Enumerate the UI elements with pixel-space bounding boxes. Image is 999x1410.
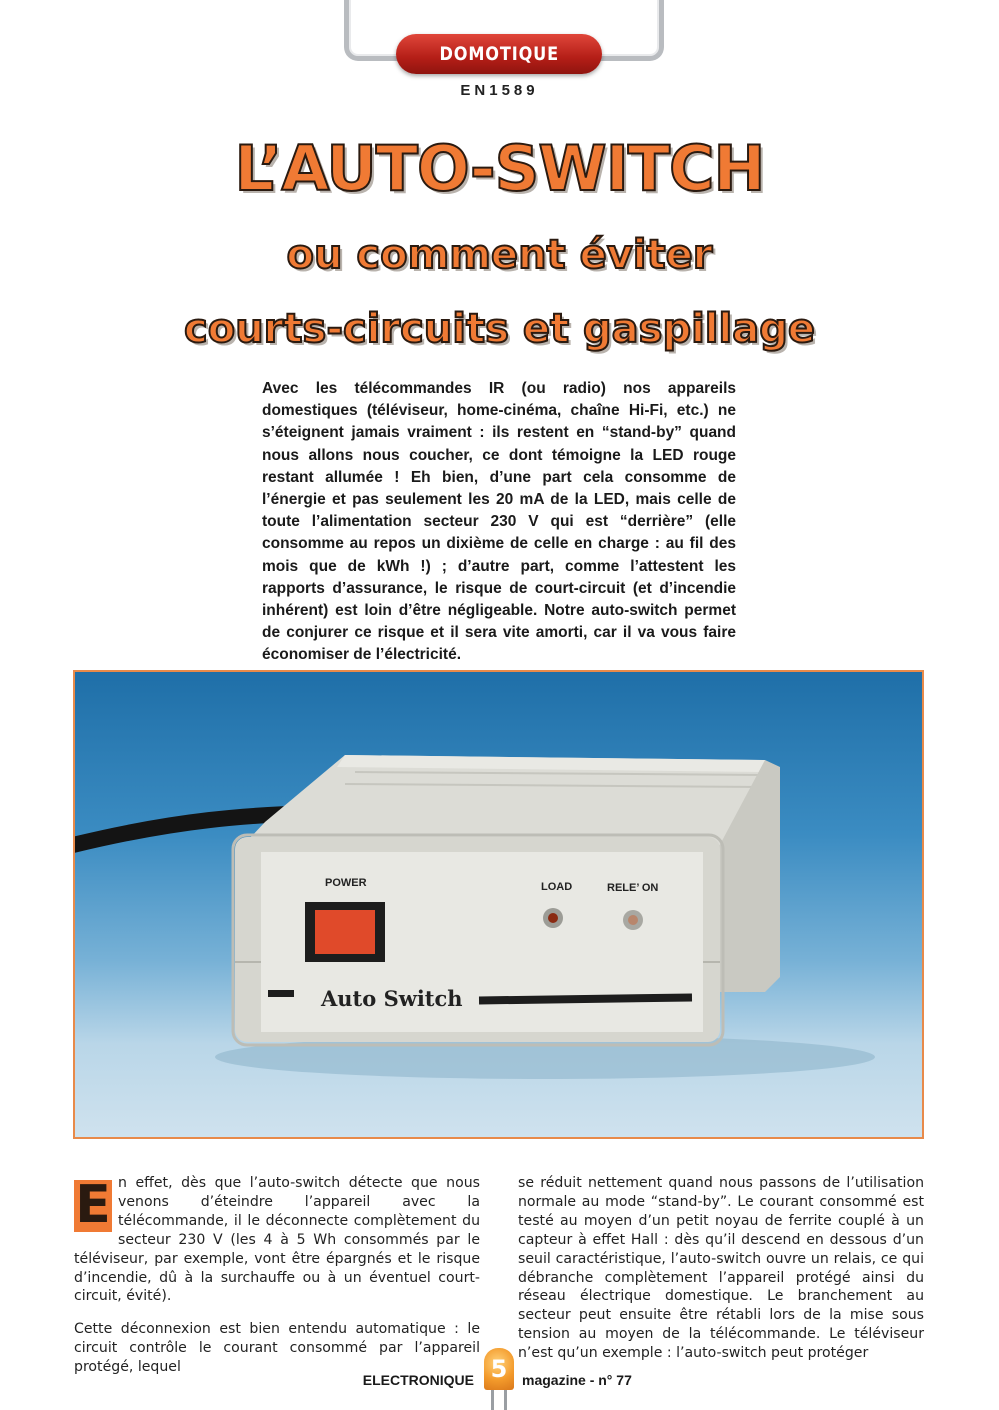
brand-label: Auto Switch (321, 986, 463, 1011)
article-subtitle-line-1: ou comment éviter (286, 232, 713, 278)
power-label: POWER (325, 877, 367, 889)
section-label: DOMOTIQUE (439, 43, 559, 65)
page-number: 5 (490, 1355, 508, 1383)
relay-label: RELE’ ON (607, 882, 659, 894)
footer (0, 1355, 999, 1400)
intro-paragraph: Avec les télécommandes IR (ou radio) nos appareils domestiques (téléviseur, home-cinéma, chaîne Hi-Fi, etc.) ne s’éteignent jamais vraiment : ils restent en “stand-by” quand nous allons nous coucher, ce dont témoigne la LED rouge restant allumée ! Eh bien, d’une part cela consomme de l’énergie et pas seulement les 20 mA de la LED, mais celle de toute l’alimentation secteur 230 V qui est “derrière” (elle consomme au repos un dixième de celle en charge : au fil des mois que de kWh !) ; d’autre part, comme l’attestent les rapports d’assurance, le risque de court-circuit (et d’incendie inhérent) est loin d’être négligeable. Notre auto-switch permet de conjurer ce risque et il sera vite amorti, car il va vous faire économiser de l’électricité. (262, 380, 736, 664)
article-title: L’AUTO-SWITCH (234, 132, 765, 205)
drop-cap: E (75, 1175, 111, 1235)
body-paragraph-2: Cette déconnexion est bien entendu automatique : le circuit contrôle le courant consommé par l’appareil protégé, lequel (74, 1321, 480, 1376)
body-column-right (518, 1174, 924, 1377)
page-number-led-icon (484, 1348, 514, 1390)
article-code: EN1589 (460, 82, 539, 99)
led-leg (491, 1390, 494, 1410)
section-badge (396, 34, 602, 74)
product-photo (73, 670, 924, 1139)
load-label: LOAD (541, 881, 573, 893)
body-paragraph-3: se réduit nettement quand nous passons de l’utilisation normale au mode “stand-by”. Le courant consommé est testé au moyen d’un petit noyau de ferrite couplé à un capteur à effet Hall : dès qu’il descend en dessous d’un seuil caractéristique, l’auto-switch ouvre un relais, ce qui débranche complètement l’appareil protégé ainsi du réseau électrique domestique. Le branchement au secteur peut ensuite être rétabli lors de la mise sous tension au moyen de la télécommande. Le téléviseur n’est qu’un exemple : l’auto-switch peut protéger (518, 1175, 924, 1362)
article-subtitle-line-2: courts-circuits et gaspillage (184, 306, 815, 352)
body-paragraph-1: E n effet, dès que l’auto-switch détecte que nous venons d’éteindre l’appareil avec la télécommande, il le déconnecte complètement du secteur 230 V (les 4 à 5 Wh consommés par le téléviseur, par exemple, vont être épargnés et le risque d’incendie, dû à la surchauffe ou à un éventuel court-circuit, évité). (74, 1175, 480, 1305)
led-leg (504, 1390, 507, 1410)
footer-magazine-name: ELECTRONIQUE (362, 1372, 474, 1388)
footer-issue: magazine - n° 77 (522, 1372, 632, 1388)
body-column-left (74, 1174, 480, 1391)
